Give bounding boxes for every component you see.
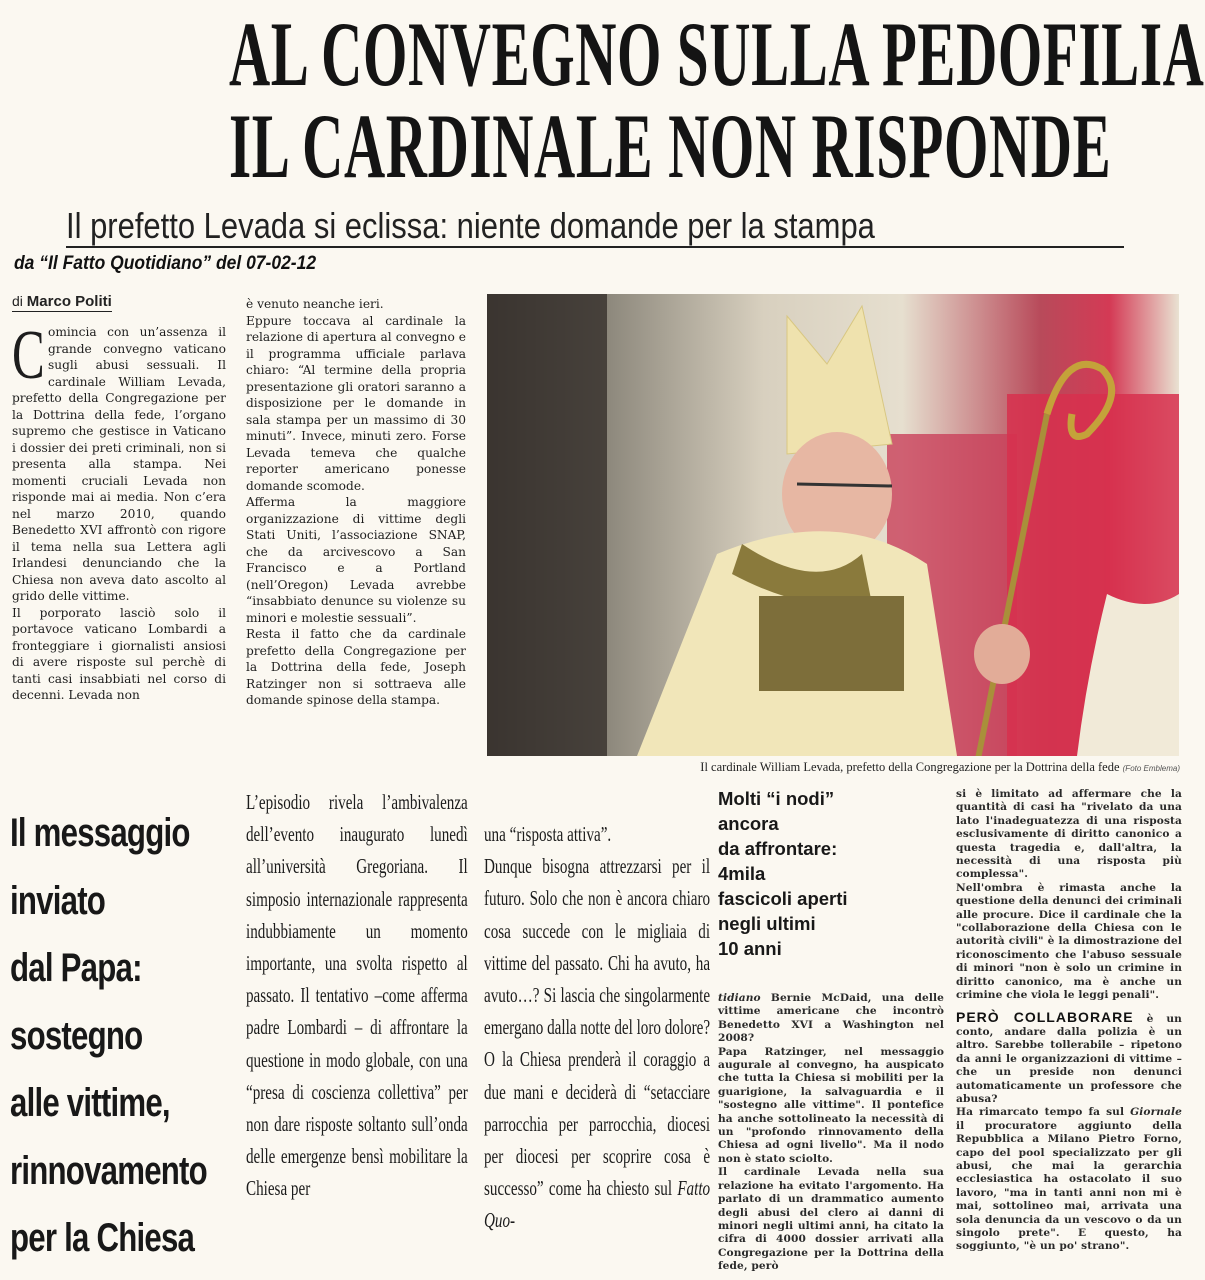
caption-text: Il cardinale William Levada, prefetto della Congregazione per la Dottrina della fede [700,760,1120,774]
source-line: da “Il Fatto Quotidiano” del 07-02-12 [14,253,317,274]
paragraph [718,992,944,1046]
kicker-line: da affrontare: [718,838,838,859]
paragraph: Nell'ombra è rimasta anche la questione della denunci dei criminali alle procure. Dice il cardinale che la "collaborazione della Chiesa con le autorità civili" è la dimostrazione del riconoscimento che l'abuso sessuale di minori "non è solo un crimine in diritto canonico, ma è anche un crimine che viola le leggi penali". [956,881,1182,1002]
subtitle: Il prefetto Levada si eclissa: niente domande per la stampa [66,205,875,246]
headline-line-2: IL CARDINALE NON RISPONDE [228,95,1112,197]
kicker-line: Molti “i nodi” [718,788,835,809]
paragraph: Il porporato lasciò solo il portavoce vaticano Lombardi a fronteggiare i giornalisti ansiosi di avere risposte sul perchè di tanti casi insabbiati nel corso di decenni. Levada non [12,605,226,702]
kicker-line: 10 anni [718,938,782,959]
paragraph-text: è un conto, andare dalla polizia è un altro. Sarebbe tollerabile – ripetono da anni le organizzazioni di vittime – che un preside non denunci automaticamente un professore che abusa? [956,1012,1182,1105]
paragraph: Eppure toccava al cardinale la relazione di apertura al convegno e il programma ufficiale parlava chiaro: “Al termine della propria presentazione gli oratori saranno a disposizione per le domande in sala stampa per un massimo di 30 minuti”. Invece, minuti zero. Forse Levada temeva che qualche reporter americano ponesse domande scomode. [246,313,466,493]
byline-prefix: di [12,293,23,309]
sidebar-headline-line: sostegno [10,1013,143,1058]
paragraph: L’episodio rivela l’ambivalenza dell’evento inaugurato lunedì all’università Gregoriana. Il simposio internazionale rappresenta indubbiamente un momento importante, una svolta rispetto al passato. Il tentativo –come afferma padre Lombardi – di affrontare la questione in modo globale, con una “presa di coscienza collettiva” per non dare risposte soltanto sull’onda delle emergenze bensì mobilitare la Chiesa per [246,790,468,1201]
cardinal-photo [487,294,1179,756]
sidebar-headline-line: rinnovamento [10,1148,207,1193]
italic-publication: Fatto Quo- [484,1176,711,1233]
italic-publication: Giornale [1130,1106,1182,1119]
kicker-headline [718,786,948,961]
kicker-line: ancora [718,813,779,834]
sidebar-headline-line: per la Chiesa [10,1216,195,1260]
kicker-line: 4mila [718,863,766,884]
paragraph: Afferma la maggiore organizzazione di vittime degli Stati Uniti, l’associazione SNAP, che da arcivescovo a San Francisco e a Portland (nell’Oregon) Levada avrebbe “insabbiato denunce su violenze su minori e molestie sessuali”. [246,495,466,625]
byline-author: Marco Politi [26,293,112,310]
photo-caption [560,760,1180,775]
body-column-6 [956,788,1182,1254]
body-column-3 [246,786,468,1205]
mitre [787,306,892,454]
paragraph: Resta il fatto che da cardinale prefetto della Congregazione per la Dottrina della fede, Joseph Ratzinger non si sottraeva alle domande spinose della stampa. [246,627,466,707]
body-column-2 [246,296,466,709]
drop-cap: C [12,317,45,394]
paragraph-text: Dunque bisogna attrezzarsi per il futuro. Solo che non è ancora chiaro cosa succede con le migliaia di vittime del passato. Chi ha avuto, ha avuto…? Si lascia che singolarmente emergano dalla notte del loro dolore? O la Chiesa prenderà il coraggio a due mani e deciderà di “setacciare parrocchia per parrocchia, diocesi per diocesi per scoprire cosa è successo” come ha chiesto sul [484,854,711,1201]
body-column-4 [484,818,710,1237]
paragraph: Il cardinale Levada nella sua relazione ha evitato l'argomento. Ha parlato di un drammatico aumento degli abusi del clero ai danni di minori negli ultimi anni, ha citato la cifra di 4000 dossier arrivati alla Congregazione per la Dottrina della fede, però [718,1166,944,1273]
paragraph-text: Ha rimarcato tempo fa sul [956,1106,1131,1119]
paragraph [956,1008,1182,1107]
gold-panel [759,596,904,691]
paragraph-text: omincia con un’assenza il grande convegno vaticano sugli abusi sessuali. Il cardinale William Levada, prefetto della Congregazione per la Dottrina della fede, l’organo supremo che gestisce in Vaticano i dossier dei preti criminali, non si presenta alla stampa. Nei momenti cruciali Levada non risponde mai ai media. Non c’era nel marzo 2010, quando Benedetto XVI affrontò con rigore il tema nella sua Lettera agli Irlandesi denunciando che la Chiesa non aveva dato ascolto al grido delle vittime. [12,325,226,603]
subtitle-underline [66,246,1124,248]
photo-credit: (Foto Emblema) [1122,764,1180,773]
sidebar-headline-line: Il messaggio [10,811,190,855]
paragraph: è venuto neanche ieri. [246,297,384,311]
sidebar-headline [10,800,207,1273]
glasses [797,484,892,486]
sidebar-headline-line: alle vittime, [10,1081,170,1125]
paragraph [484,850,710,1236]
paragraph-text: il procuratore aggiunto della Repubblica a Milano Pietro Forno, capo del pool specializzato per gli abusi, che mai la gerarchia ecclesiastica ha ostacolato il suo lavoro, "ma in tanti anni non mi è mai, sottolineo mai, arrivata una sola denuncia da un vescovo o da un singolo prete". E questo, ha soggiunto, "è un po' strano". [956,1119,1182,1253]
sidebar-headline-line: dal Papa: [10,946,142,990]
column-content [484,818,710,1237]
paragraph: si è limitato ad affermare che la quantità di casi ha "rivelato da una lato l'inadeguatezza di una risposta esclusivamente di diritto canonico a questa tragedia e, dall'altra, la necessità di una risposta più complessa". [956,788,1182,881]
paragraph: una “risposta attiva”. [484,822,612,846]
body-column-5 [718,992,944,1274]
hand [974,624,1030,684]
photo-illustration [487,294,1179,756]
paragraph-text: Bernie McDaid, una delle vittime americane che incontrò Benedetto XVI a Washington nel 2008? [718,992,944,1045]
byline [12,293,112,312]
paragraph [956,1106,1182,1253]
kicker-line: fascicoli aperti [718,888,848,909]
paragraph: Papa Ratzinger, nel messaggio augurale al convegno, ha auspicato che tutta la Chiesa si mobiliti per la guarigione, la salvaguardia e il "sostegno alle vittime". Il pontefice ha anche sottolineato la necessità di un "profondo rinnovamento della Chiesa ad ogni livello". Ma il nodo non è stato sciolto. [718,1045,944,1165]
italic-publication: tidiano [718,992,761,1004]
background-figure-dark [487,294,607,756]
sidebar-headline-line: inviato [10,878,106,923]
paragraph [12,317,226,605]
headline-line-1: AL CONVEGNO SULLA PEDOFILIA [228,3,1205,105]
run-in-heading: PERÒ COLLABORARE [956,1008,1134,1025]
body-column-1 [12,317,226,704]
kicker-line: negli ultimi [718,913,816,934]
